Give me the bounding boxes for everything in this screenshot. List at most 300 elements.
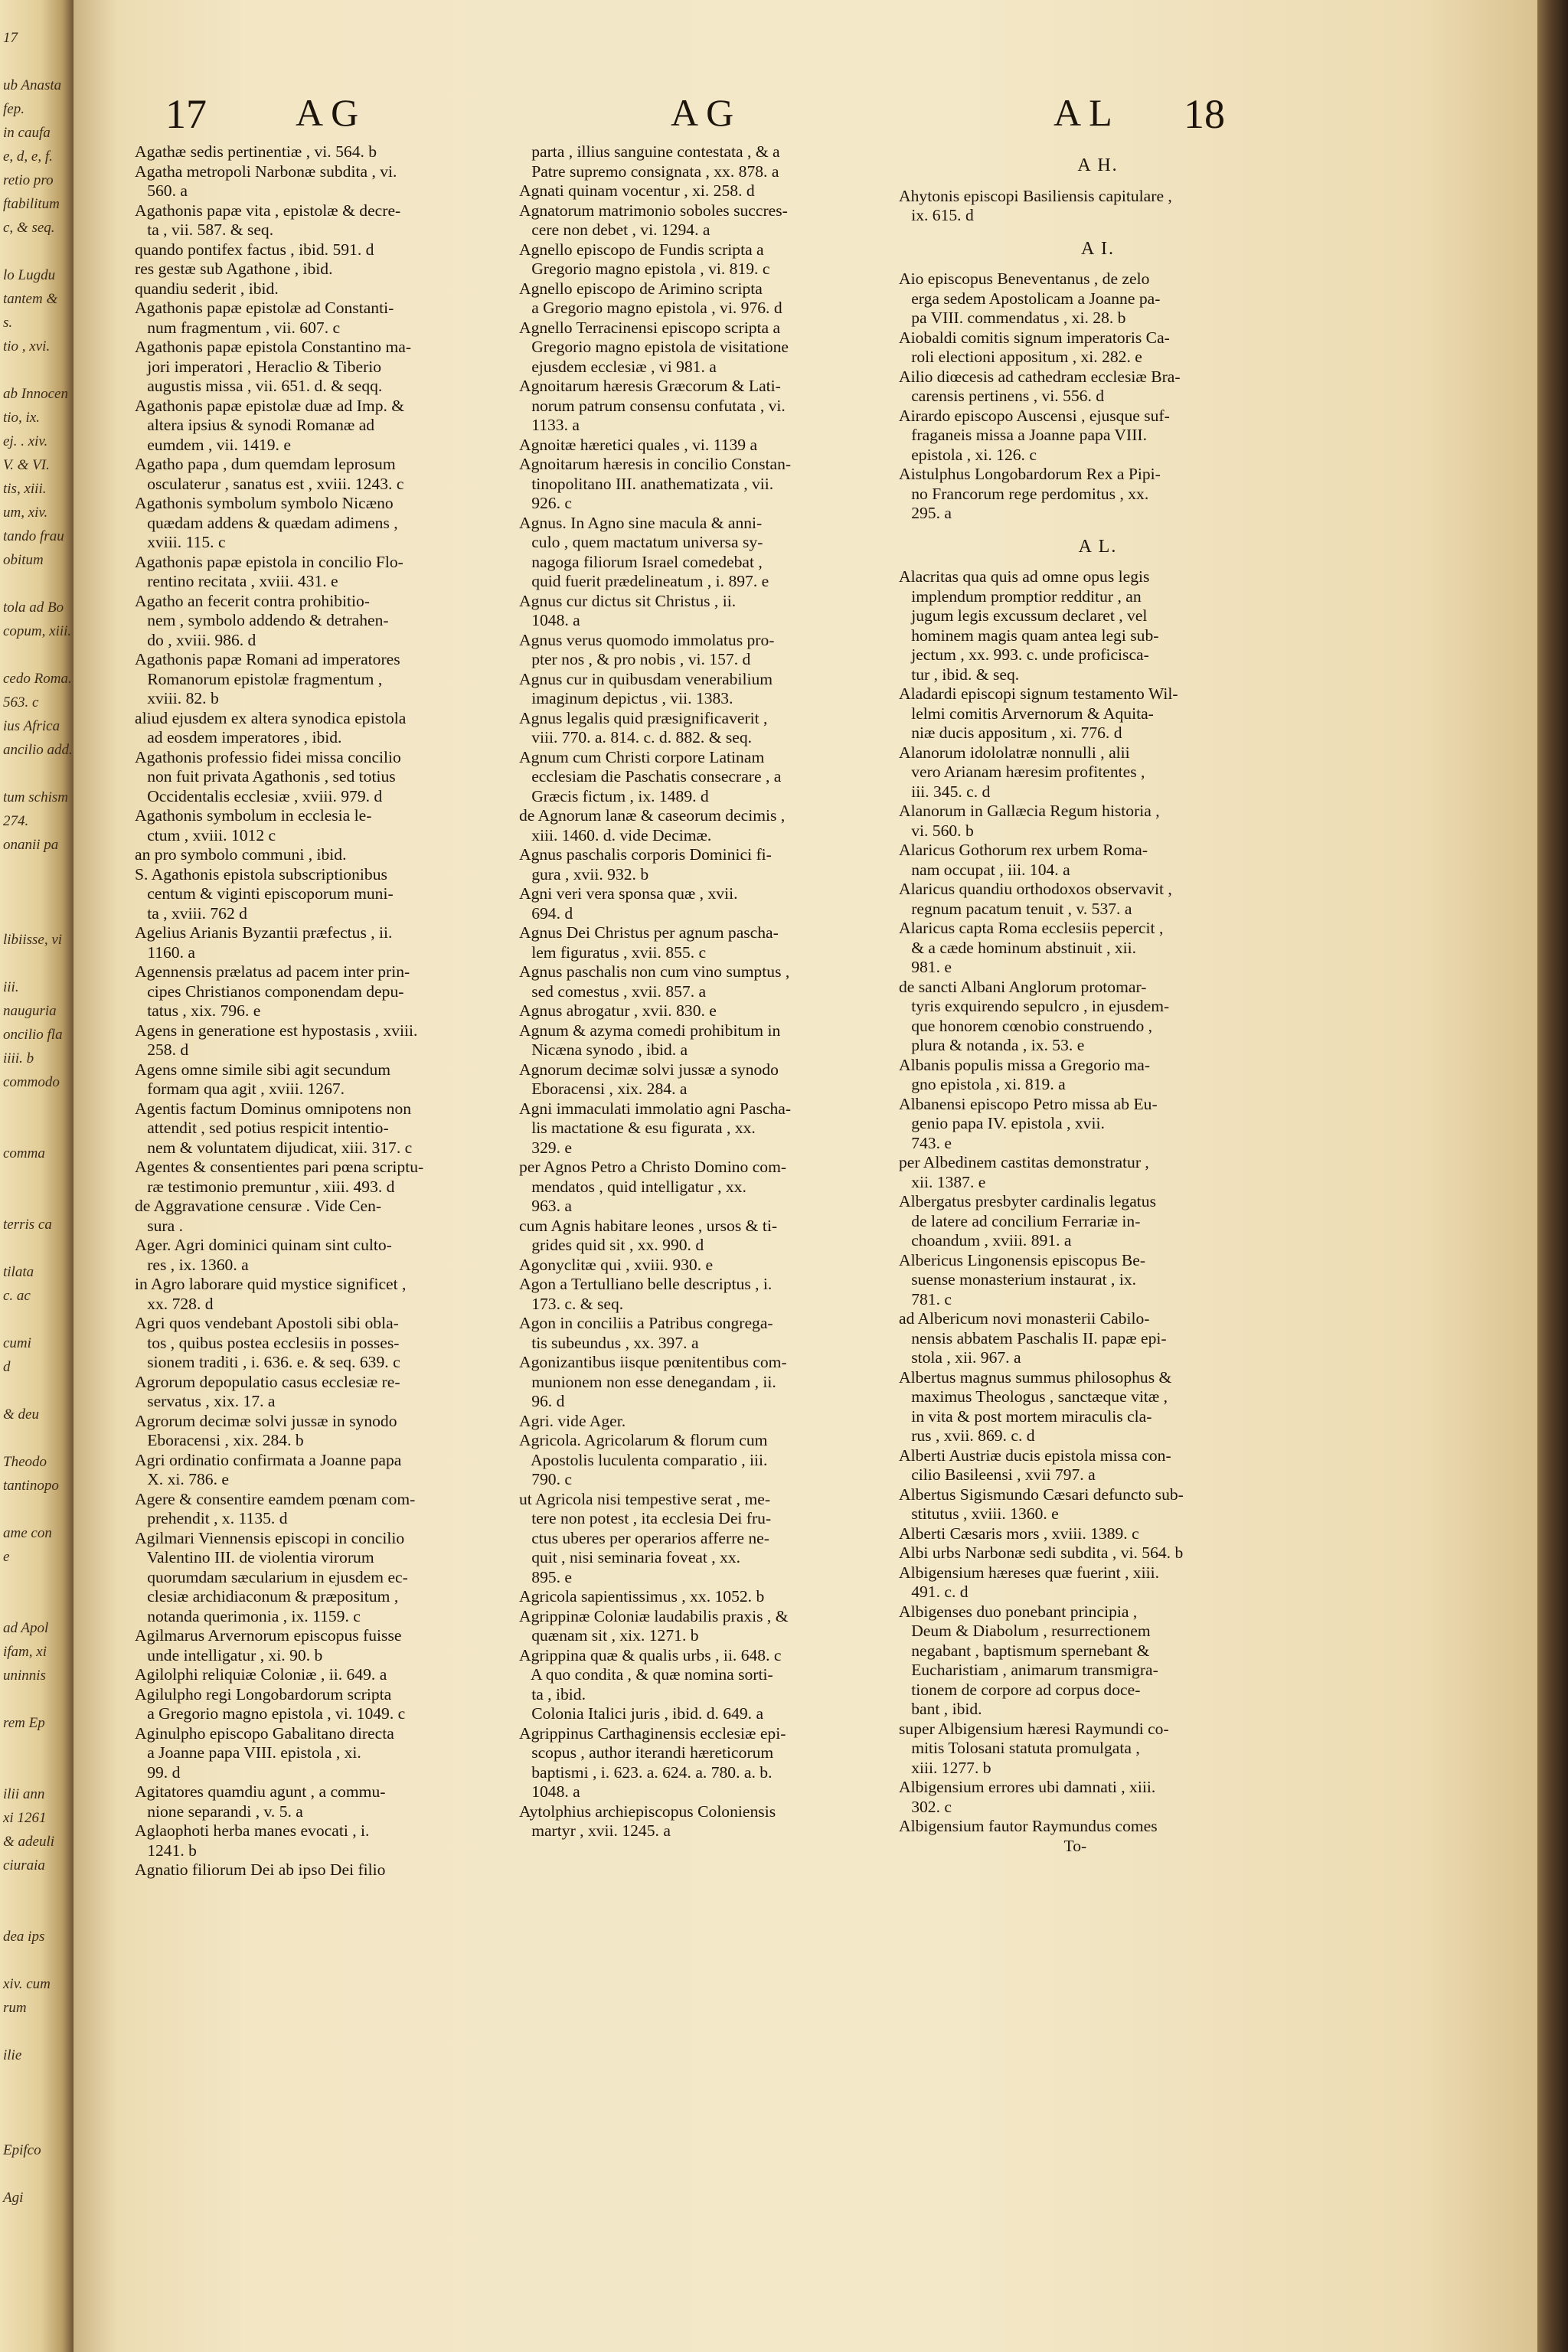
spine-fragment: d bbox=[3, 1359, 11, 1375]
index-line: cilio Basileensi , xvii 797. a bbox=[899, 1465, 1096, 1484]
index-line: Agatha metropoli Narbonæ subdita , vi. bbox=[135, 162, 397, 181]
index-line: sed comestus , xvii. 857. a bbox=[519, 982, 707, 1001]
index-line: jectum , xx. 993. c. unde proficisca- bbox=[899, 645, 1149, 664]
index-line: roli electioni appositum , xi. 282. e bbox=[899, 348, 1142, 366]
page-header bbox=[74, 90, 1537, 144]
index-line: Agri ordinatio confirmata a Joanne papa bbox=[135, 1450, 402, 1469]
spine-fragment: copum, xiii. bbox=[3, 623, 72, 639]
index-line: attendit , sed potius respicit intentio- bbox=[135, 1119, 389, 1137]
spine-fragment: tola ad Bo bbox=[3, 599, 64, 616]
index-line: 491. c. d bbox=[899, 1583, 969, 1601]
index-line: Valentino III. de violentia virorum bbox=[135, 1548, 374, 1566]
index-line: Albigenses duo ponebant principia , bbox=[899, 1602, 1138, 1621]
index-line: Agri. vide Ager. bbox=[519, 1411, 626, 1430]
index-line: osculaterur , sanatus est , xviii. 1243. c bbox=[135, 474, 404, 493]
spine-fragment: tio, ix. bbox=[3, 410, 41, 426]
index-line: Aiobaldi comitis signum imperatoris Ca- bbox=[899, 328, 1170, 347]
index-line: gno epistola , xi. 819. a bbox=[899, 1075, 1066, 1093]
index-line: Romanorum epistolæ fragmentum , bbox=[135, 669, 383, 688]
index-line: tionem de corpore ad corpus doce- bbox=[899, 1680, 1141, 1699]
spine-fragment: cedo Roma. bbox=[3, 671, 72, 687]
index-line: carensis pertinens , vi. 556. d bbox=[899, 387, 1105, 405]
index-line: Colonia Italici juris , ibid. d. 649. a bbox=[519, 1704, 764, 1723]
index-line: quænam sit , xix. 1271. b bbox=[519, 1626, 699, 1645]
index-line: Albergatus presbyter cardinalis legatus bbox=[899, 1192, 1156, 1210]
index-line: Agnoitarum hæresis Græcorum & Lati- bbox=[519, 377, 781, 395]
index-line: Agathonis symbolum symbolo Nicæno bbox=[135, 494, 394, 512]
index-line: eumdem , vii. 1419. e bbox=[135, 435, 291, 454]
index-line: ut Agricola nisi tempestive serat , me- bbox=[519, 1489, 771, 1508]
index-line: fraganeis missa a Joanne papa VIII. bbox=[899, 426, 1147, 444]
index-line: Græcis fictum , ix. 1489. d bbox=[519, 786, 709, 805]
index-line: Agrorum depopulatio casus ecclesiæ re- bbox=[135, 1372, 400, 1391]
index-line: non fuit privata Agathonis , sed totius bbox=[135, 767, 396, 786]
index-line: hominem magis quam antea legi sub- bbox=[899, 626, 1159, 645]
index-line: 1133. a bbox=[519, 416, 580, 434]
index-line: ix. 615. d bbox=[899, 206, 974, 224]
index-line: centum & viginti episcoporum muni- bbox=[135, 884, 394, 903]
spine-fragment: ftabilitum bbox=[3, 196, 60, 212]
index-line: A quo condita , & quæ nomina sorti- bbox=[519, 1665, 773, 1684]
index-line: Albericus Lingonensis episcopus Be- bbox=[899, 1250, 1146, 1269]
index-line: Agatho an fecerit contra prohibitio- bbox=[135, 591, 370, 610]
index-line: implendum promptior redditur , an bbox=[899, 586, 1142, 606]
index-line: Agathonis papæ epistolæ ad Constanti- bbox=[135, 299, 394, 317]
index-line: Agnello episcopo de Arimino scripta bbox=[519, 279, 763, 298]
column-header-3: AL bbox=[1054, 91, 1120, 134]
index-line: altera ipsius & synodi Romanæ ad bbox=[135, 416, 375, 434]
index-line: Albigensium hæreses quæ fuerint , xiii. bbox=[899, 1563, 1160, 1582]
index-line: xviii. 82. b bbox=[135, 689, 219, 707]
index-line: lelmi comitis Arvernorum & Aquita- bbox=[899, 704, 1154, 723]
index-line: rentino recitata , xviii. 431. e bbox=[135, 572, 338, 590]
spine-fragment: ej. . xiv. bbox=[3, 433, 48, 449]
index-line: 694. d bbox=[519, 903, 573, 923]
index-line: 560. a bbox=[135, 181, 188, 200]
index-line: Agatho papa , dum quemdam leprosum bbox=[135, 455, 396, 473]
index-line: vero Arianam hæresim profitentes , bbox=[899, 763, 1145, 781]
index-line: baptismi , i. 623. a. 624. a. 780. a. b. bbox=[519, 1762, 773, 1782]
index-line: genio papa IV. epistola , xvii. bbox=[899, 1114, 1105, 1132]
spine-fragment: c, & seq. bbox=[3, 220, 55, 236]
index-line: quit , nisi seminaria foveat , xx. bbox=[519, 1548, 741, 1566]
spine-fragment: & deu bbox=[3, 1406, 39, 1423]
index-line: Agnoitarum hæresis in concilio Constan- bbox=[519, 455, 792, 473]
index-line: Airardo episcopo Auscensi , ejusque suf- bbox=[899, 406, 1170, 425]
index-line: Gregorio magno epistola de visitatione bbox=[519, 338, 789, 356]
left-page-number: 17 bbox=[165, 91, 207, 137]
index-line: erga sedem Apostolicam a Joanne pa- bbox=[899, 289, 1161, 308]
index-line: mendatos , quid intelligatur , xx. bbox=[519, 1177, 746, 1196]
index-line: grides quid sit , xx. 990. d bbox=[519, 1236, 704, 1254]
index-line: res gestæ sub Agathone , ibid. bbox=[135, 260, 333, 278]
index-line: quando pontifex factus , ibid. 591. d bbox=[135, 240, 374, 259]
spine-fragment: uninnis bbox=[3, 1668, 46, 1684]
index-line: Agrippina quæ & qualis urbs , ii. 648. c bbox=[519, 1645, 782, 1664]
index-line: Agathonis papæ epistola in concilio Flo- bbox=[135, 552, 403, 571]
index-line: formam qua agit , xviii. 1267. bbox=[135, 1080, 345, 1098]
index-line: augustis missa , vii. 651. d. & seqq. bbox=[135, 377, 383, 395]
index-line: Agennensis prælatus ad pacem inter prin- bbox=[135, 962, 410, 981]
index-line: Aginulpho episcopo Gabalitano directa bbox=[135, 1723, 394, 1743]
spine-fragment: commodo bbox=[3, 1074, 60, 1090]
index-line: Agnus cur dictus sit Christus , ii. bbox=[519, 591, 737, 610]
index-column-3 bbox=[899, 142, 1297, 1856]
index-line: Aio episcopus Beneventanus , de zelo bbox=[899, 270, 1150, 288]
spine-fragment: xi 1261 bbox=[3, 1810, 47, 1826]
index-line: lem figuratus , xvii. 855. c bbox=[519, 942, 707, 962]
index-line: Ahytonis episcopi Basiliensis capitulare , bbox=[899, 186, 1172, 205]
spine-fragment: ame con bbox=[3, 1525, 52, 1541]
index-line: in Agro laborare quid mystice significet , bbox=[135, 1275, 407, 1293]
index-line: Aglaophoti herba manes evocati , i. bbox=[135, 1821, 370, 1840]
spine-fragment: & adeuli bbox=[3, 1834, 55, 1850]
index-line: res , ix. 1360. a bbox=[135, 1255, 249, 1274]
index-line: Agilolphi reliquiæ Coloniæ , ii. 649. a bbox=[135, 1665, 387, 1684]
index-line: ecclesiam die Paschatis consecrare , a bbox=[519, 767, 782, 786]
spine-fragment: e, d, e, f. bbox=[3, 149, 53, 165]
spine-fragment: ub Anasta bbox=[3, 77, 62, 93]
index-line: Agnello episcopo de Fundis scripta a bbox=[519, 240, 764, 259]
index-line: Agilulpho regi Longobardorum scripta bbox=[135, 1684, 392, 1704]
index-line: imaginum depictus , vii. 1383. bbox=[519, 689, 733, 707]
index-line: Eboracensi , xix. 284. a bbox=[519, 1080, 688, 1098]
index-line: iii. 345. c. d bbox=[899, 782, 991, 801]
index-line: 1160. a bbox=[135, 942, 195, 962]
index-line: Patre supremo consignata , xx. 878. a bbox=[519, 162, 779, 181]
index-line: xii. 1387. e bbox=[899, 1172, 986, 1191]
index-line: tos , quibus postea ecclesiis in posses- bbox=[135, 1333, 400, 1352]
spine-fragment: V. & VI. bbox=[3, 457, 50, 473]
index-line: 781. c bbox=[899, 1289, 952, 1308]
spine-fragment: ifam, xi bbox=[3, 1644, 47, 1660]
index-line: Agens omne simile sibi agit secundum bbox=[135, 1060, 391, 1079]
index-line: de Agnorum lanæ & caseorum decimis , bbox=[519, 806, 786, 825]
spine-fragment: rum bbox=[3, 2000, 27, 2016]
spine-fragment: ilii ann bbox=[3, 1786, 45, 1802]
index-line: suense monasterium instaurat , ix. bbox=[899, 1270, 1137, 1289]
index-line: Ailio diœcesis ad cathedram ecclesiæ Bra- bbox=[899, 367, 1181, 386]
index-line: Albertus Sigismundo Cæsari defuncto sub- bbox=[899, 1485, 1184, 1504]
index-line: super Albigensium hæresi Raymundi co- bbox=[899, 1719, 1169, 1738]
index-line: a Joanne papa VIII. epistola , xi. bbox=[135, 1743, 361, 1762]
index-line: Alaricus Gothorum rex urbem Roma- bbox=[899, 841, 1148, 859]
index-line: notanda querimonia , ix. 1159. c bbox=[135, 1606, 361, 1625]
index-line: ta , vii. 587. & seq. bbox=[135, 220, 274, 239]
spine-fragment: tis, xiii. bbox=[3, 481, 47, 497]
index-line: Agens in generatione est hypostasis , xviii. bbox=[135, 1021, 418, 1040]
index-line: in vita & post mortem miraculis cla- bbox=[899, 1406, 1152, 1426]
index-line: 173. c. & seq. bbox=[519, 1294, 624, 1313]
index-line: negabant , baptismum spernebant & bbox=[899, 1641, 1150, 1660]
index-line: xviii. 115. c bbox=[135, 533, 226, 551]
spine-fragment: in caufa bbox=[3, 125, 51, 141]
index-line: mitis Tolosani statuta promulgata , bbox=[899, 1739, 1140, 1757]
index-line: 790. c bbox=[519, 1470, 572, 1488]
spine-fragment: onanii pa bbox=[3, 837, 59, 853]
index-line: Alacritas qua quis ad omne opus legis bbox=[899, 567, 1150, 586]
index-line: Agon in conciliis a Patribus congrega- bbox=[519, 1314, 773, 1332]
index-line: quandiu sederit , ibid. bbox=[135, 279, 279, 298]
index-line: cipes Christianos componendam depu- bbox=[135, 982, 404, 1001]
index-line: prehendit , x. 1135. d bbox=[135, 1509, 288, 1527]
index-line: pa VIII. commendatus , xi. 28. b bbox=[899, 309, 1126, 327]
index-line: Agnati quinam vocentur , xi. 258. d bbox=[519, 181, 755, 200]
index-line: parta , illius sanguine contestata , & a bbox=[519, 142, 780, 161]
spine-fragment: um, xiv. bbox=[3, 505, 48, 521]
spine-fragment: tando frau bbox=[3, 528, 64, 544]
index-line: ta , xviii. 762 d bbox=[135, 903, 247, 923]
index-line: ta , ibid. bbox=[519, 1684, 586, 1704]
index-line: Nicæna synodo , ibid. a bbox=[519, 1040, 688, 1059]
index-line: 981. e bbox=[899, 958, 952, 976]
index-line: Agilmari Viennensis episcopi in concilio bbox=[135, 1528, 405, 1547]
index-line: que honorem cœnobio construendo , bbox=[899, 1016, 1153, 1035]
spine-fragment: ancilio add. bbox=[3, 742, 73, 758]
index-line: tinopolitano III. anathematizata , vii. bbox=[519, 474, 774, 493]
index-line: To- bbox=[899, 1836, 1087, 1855]
index-line: sionem traditi , i. 636. e. & seq. 639. c bbox=[135, 1353, 400, 1371]
index-line: & a cæde hominum abstinuit , xii. bbox=[899, 938, 1137, 957]
index-line: Deum & Diabolum , resurrectionem bbox=[899, 1622, 1151, 1640]
index-line: tyris exquirendo sepulcro , in ejusdem- bbox=[899, 997, 1170, 1015]
index-line: Albigensium fautor Raymundus comes bbox=[899, 1817, 1158, 1835]
adjacent-page-spine bbox=[0, 0, 74, 2352]
index-line: xiii. 1460. d. vide Decimæ. bbox=[519, 825, 712, 844]
index-line: martyr , xvii. 1245. a bbox=[519, 1821, 671, 1840]
index-line: Agelius Arianis Byzantii præfectus , ii. bbox=[135, 923, 393, 942]
index-line: 895. e bbox=[519, 1567, 572, 1586]
index-line: Agathonis papæ epistolæ duæ ad Imp. & bbox=[135, 396, 405, 415]
index-line: Eucharistiam , animarum transmigra- bbox=[899, 1661, 1158, 1679]
spine-fragment: ab Innocen bbox=[3, 386, 68, 402]
spine-fragment: ciuraia bbox=[3, 1857, 45, 1873]
index-line: Albi urbs Narbonæ sedi subdita , vi. 564. b bbox=[899, 1544, 1184, 1562]
index-line: choandum , xviii. 891. a bbox=[899, 1231, 1072, 1250]
spine-fragment: c. ac bbox=[3, 1288, 31, 1304]
index-line: Albanis populis missa a Gregorio ma- bbox=[899, 1055, 1151, 1074]
spine-fragment: nauguria bbox=[3, 1003, 57, 1019]
index-line: ræ testimonio premuntur , xiii. 493. d bbox=[135, 1177, 395, 1196]
spine-fragment: 17 bbox=[3, 30, 18, 46]
index-line: a Gregorio magno epistola , vi. 1049. c bbox=[135, 1704, 406, 1723]
column-header-2: AG bbox=[671, 91, 742, 134]
index-line: Agnatorum matrimonio soboles succres- bbox=[519, 201, 788, 220]
spine-fragment: retio pro bbox=[3, 172, 54, 188]
index-line: nagoga filiorum Israel comedebat , bbox=[519, 552, 763, 571]
index-line: lis mactatione & esu figurata , xx. bbox=[519, 1119, 756, 1137]
index-line: nem & voluntatem dijudicat, xiii. 317. c bbox=[135, 1138, 413, 1157]
index-line: Alaricus capta Roma ecclesiis pepercit , bbox=[899, 919, 1164, 937]
index-line: Agnello Terracinensi episcopo scripta a bbox=[519, 318, 781, 337]
index-line: Agnus legalis quid præsignificaverit , bbox=[519, 708, 768, 727]
index-line: num fragmentum , vii. 607. c bbox=[135, 318, 341, 337]
index-line: norum patrum consensu confutata , vi. bbox=[519, 396, 786, 415]
spine-fragment: e bbox=[3, 1549, 10, 1565]
index-line: Agonyclitæ qui , xviii. 930. e bbox=[519, 1255, 714, 1274]
index-line: viii. 770. a. 814. c. d. 882. & seq. bbox=[519, 728, 753, 746]
index-line: scopus , author iterandi hæreticorum bbox=[519, 1743, 774, 1762]
index-line: nam occupat , iii. 104. a bbox=[899, 860, 1070, 879]
spine-fragment: s. bbox=[3, 315, 13, 331]
index-line: maximus Theologus , sanctæque vitæ , bbox=[899, 1387, 1168, 1406]
index-line: de latere ad concilium Ferrariæ in- bbox=[899, 1211, 1141, 1230]
index-line: Agni veri vera sponsa quæ , xvii. bbox=[519, 884, 738, 903]
index-line: Agnus abrogatur , xvii. 830. e bbox=[519, 1001, 717, 1020]
index-line: ad Albericum novi monasterii Cabilo- bbox=[899, 1309, 1150, 1328]
index-line: Aistulphus Longobardorum Rex a Pipi- bbox=[899, 465, 1161, 483]
spine-fragment: libiisse, vi bbox=[3, 932, 63, 948]
index-line: Agri quos vendebant Apostoli sibi obla- bbox=[135, 1314, 399, 1332]
section-heading: A L. bbox=[1078, 536, 1118, 557]
book-page bbox=[74, 0, 1537, 2352]
index-line: Agricola. Agricolarum & florum cum bbox=[519, 1431, 768, 1449]
index-line: ctus uberes per operarios afferre ne- bbox=[519, 1528, 769, 1547]
index-line: ad eosdem imperatores , ibid. bbox=[135, 728, 342, 746]
index-line: Agnatio filiorum Dei ab ipso Dei filio bbox=[135, 1860, 386, 1879]
index-line: Ager. Agri dominici quinam sint culto- bbox=[135, 1236, 392, 1254]
index-line: Agon a Tertulliano belle descriptus , i. bbox=[519, 1275, 773, 1293]
index-line: sura . bbox=[135, 1216, 183, 1235]
index-line: unde intelligatur , xi. 90. b bbox=[135, 1645, 323, 1664]
index-line: 295. a bbox=[899, 504, 952, 522]
index-line: Aytolphius archiepiscopus Coloniensis bbox=[519, 1802, 776, 1821]
spine-fragment: cumi bbox=[3, 1335, 31, 1351]
right-page-number: 18 bbox=[1184, 91, 1225, 137]
index-line: regnum pacatum tenuit , v. 537. a bbox=[899, 899, 1132, 918]
index-line: no Francorum rege perdomitus , xx. bbox=[899, 484, 1149, 503]
index-line: 258. d bbox=[135, 1040, 189, 1059]
index-line: Alanorum idololatræ nonnulli , alii bbox=[899, 743, 1130, 762]
index-line: Agnus paschalis non cum vino sumptus , bbox=[519, 962, 790, 981]
spine-fragment: xiv. cum bbox=[3, 1976, 51, 1992]
spine-fragment: tum schism bbox=[3, 789, 68, 805]
index-line: Agentes & consentientes pari pœna scriptu- bbox=[135, 1158, 424, 1176]
index-line: Gregorio magno epistola , vi. 819. c bbox=[519, 260, 770, 278]
index-line: Agonizantibus iisque pœnitentibus com- bbox=[519, 1353, 787, 1371]
spine-fragment: iii. bbox=[3, 979, 19, 995]
index-line: vi. 560. b bbox=[899, 821, 974, 840]
index-line: Occidentalis ecclesiæ , xviii. 979. d bbox=[135, 786, 383, 805]
index-line: quorumdam sæcularium in ejusdem ec- bbox=[135, 1567, 408, 1586]
index-line: Alberti Cæsaris mors , xviii. 1389. c bbox=[899, 1524, 1139, 1543]
index-line: xiii. 1277. b bbox=[899, 1758, 991, 1777]
index-line: Agnorum decimæ solvi jussæ a synodo bbox=[519, 1060, 779, 1079]
index-line: nem , symbolo addendo & detrahen- bbox=[135, 611, 389, 629]
index-line: servatus , xix. 17. a bbox=[135, 1392, 276, 1410]
index-line: de Aggravatione censuræ . Vide Cen- bbox=[135, 1197, 382, 1215]
page-edge bbox=[1537, 0, 1568, 2352]
index-line: tur , ibid. & seq. bbox=[899, 665, 1020, 684]
spine-fragment: tio , xvi. bbox=[3, 338, 51, 354]
index-line: Alanorum in Gallæcia Regum historia , bbox=[899, 802, 1160, 820]
index-line: bant , ibid. bbox=[899, 1700, 982, 1718]
section-heading: A H. bbox=[1077, 155, 1119, 175]
spine-fragment: fep. bbox=[3, 101, 24, 117]
index-line: 743. e bbox=[899, 1133, 952, 1152]
index-line: Agere & consentire eamdem pœnam com- bbox=[135, 1489, 416, 1508]
spine-fragment: 563. c bbox=[3, 694, 39, 710]
index-line: 1048. a bbox=[519, 1782, 580, 1801]
index-line: Agathonis papæ epistola Constantino ma- bbox=[135, 338, 412, 356]
spine-fragment: ilie bbox=[3, 2047, 22, 2063]
spine-fragment: lo Lugdu bbox=[3, 267, 56, 283]
index-line: Agrippinus Carthaginensis ecclesiæ epi- bbox=[519, 1723, 786, 1743]
index-line: Albertus magnus summus philosophus & bbox=[899, 1367, 1172, 1387]
index-line: Agilmarus Arvernorum episcopus fuisse bbox=[135, 1626, 402, 1645]
index-line: de sancti Albani Anglorum protomar- bbox=[899, 977, 1147, 996]
index-line: 1241. b bbox=[135, 1841, 197, 1860]
spine-fragment: tantem & bbox=[3, 291, 58, 307]
index-line: Agitatores quamdiu agunt , a commu- bbox=[135, 1782, 386, 1801]
spine-fragment: oncilio fla bbox=[3, 1027, 63, 1043]
index-column-1 bbox=[135, 142, 496, 1880]
index-line: do , xviii. 986. d bbox=[135, 630, 256, 649]
section-heading: A I. bbox=[1081, 238, 1115, 259]
index-line: Agathonis papæ Romani ad imperatores bbox=[135, 650, 400, 668]
index-line: rus , xvii. 869. c. d bbox=[899, 1426, 1035, 1445]
index-line: jori imperatori , Heraclio & Tiberio bbox=[135, 357, 382, 376]
spine-fragment: Epifco bbox=[3, 2142, 41, 2158]
index-line: 963. a bbox=[519, 1197, 572, 1215]
index-line: Apostolis luculenta comparatio , iii. bbox=[519, 1450, 768, 1469]
column-header-1: AG bbox=[296, 91, 367, 134]
index-line: 96. d bbox=[519, 1392, 565, 1410]
index-line: Albigensium errores ubi damnati , xiii. bbox=[899, 1778, 1156, 1796]
spine-fragment: ad Apol bbox=[3, 1620, 49, 1636]
spine-fragment: Agi bbox=[3, 2190, 24, 2206]
index-line: niæ ducis appositum , xi. 776. d bbox=[899, 724, 1122, 742]
index-line: Alberti Austriæ ducis epistola missa con- bbox=[899, 1446, 1171, 1465]
index-line: quædam addens & quædam adimens , bbox=[135, 513, 398, 532]
index-line: jugum legis excussum declaret , vel bbox=[899, 606, 1148, 625]
index-line: quid fuerit prædelineatum , i. 897. e bbox=[519, 572, 769, 590]
index-line: tatus , xix. 796. e bbox=[135, 1001, 261, 1020]
index-line: gura , xvii. 932. b bbox=[519, 864, 649, 884]
index-line: Agnus paschalis corporis Dominici fi- bbox=[519, 845, 772, 864]
index-line: tis subeundus , xx. 397. a bbox=[519, 1333, 699, 1352]
index-line: 926. c bbox=[519, 494, 572, 512]
index-line: pter nos , & pro nobis , vi. 157. d bbox=[519, 650, 751, 668]
index-line: Agnoitæ hæretici quales , vi. 1139 a bbox=[519, 435, 758, 454]
index-line: Aladardi episcopi signum testamento Wil- bbox=[899, 684, 1178, 703]
index-line: Agrorum decimæ solvi jussæ in synodo bbox=[135, 1411, 397, 1430]
spine-fragment: 274. bbox=[3, 813, 29, 829]
index-line: munionem non esse denegandam , ii. bbox=[519, 1372, 776, 1391]
index-line: plura & notanda , ix. 53. e bbox=[899, 1036, 1085, 1054]
index-line: xx. 728. d bbox=[135, 1294, 214, 1313]
index-line: Eboracensi , xix. 284. b bbox=[135, 1431, 304, 1449]
index-column-2 bbox=[519, 142, 902, 1841]
spine-fragment: comma bbox=[3, 1145, 45, 1161]
index-line: Agentis factum Dominus omnipotens non bbox=[135, 1099, 412, 1118]
index-line: culo , quem mactatum universa sy- bbox=[519, 533, 763, 551]
index-line: cum Agnis habitare leones , ursos & ti- bbox=[519, 1216, 778, 1235]
index-line: stola , xii. 967. a bbox=[899, 1348, 1021, 1367]
index-line: cere non debet , vi. 1294. a bbox=[519, 220, 710, 239]
index-line: nione separandi , v. 5. a bbox=[135, 1802, 303, 1821]
index-line: Agnus cur in quibusdam venerabilium bbox=[519, 669, 773, 688]
spine-fragment: dea ips bbox=[3, 1929, 45, 1945]
index-line: 302. c bbox=[899, 1797, 952, 1816]
index-line: 1048. a bbox=[519, 611, 580, 629]
index-line: nensis abbatem Paschalis II. papæ epi- bbox=[899, 1328, 1167, 1348]
index-line: 329. e bbox=[519, 1138, 572, 1157]
spine-fragment: terris ca bbox=[3, 1217, 52, 1233]
index-line: Agnus Dei Christus per agnum pascha- bbox=[519, 923, 779, 942]
index-line: an pro symbolo communi , ibid. bbox=[135, 845, 347, 864]
index-line: Agathæ sedis pertinentiæ , vi. 564. b bbox=[135, 142, 377, 161]
